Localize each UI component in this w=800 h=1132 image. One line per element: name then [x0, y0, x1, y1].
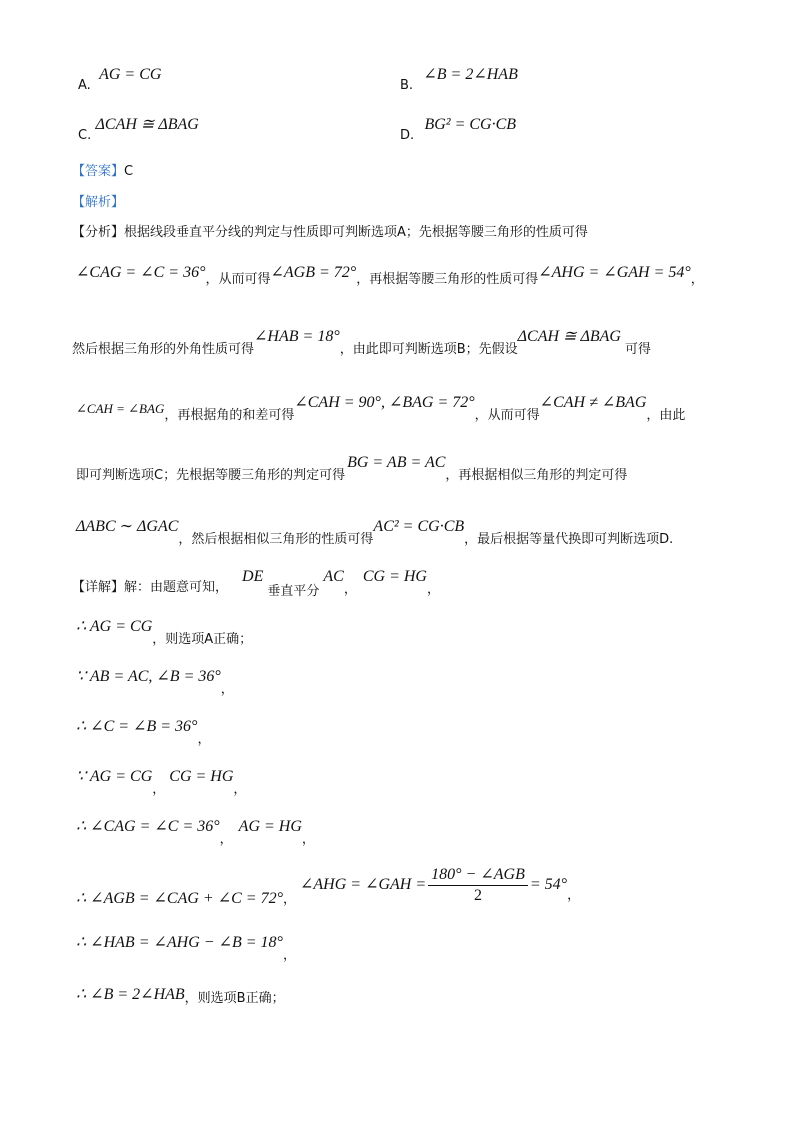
fenxi-text-5a: 即可判断选项C；先根据等腰三角形的判定可得 — [76, 468, 346, 483]
option-a-letter: A. — [78, 78, 91, 93]
fenxi-line-5 — [76, 454, 628, 483]
xiangjie-expr-cghg: CG = HG — [362, 568, 427, 585]
fenxi-expr-bg: BG = AB = AC — [347, 454, 446, 471]
xiangjie-expr-c-b: ∴ ∠C = ∠B = 36° — [76, 718, 198, 735]
fenxi-line-3 — [72, 328, 651, 357]
xiangjie-expr-hab-diff: ∴ ∠HAB = ∠AHG − ∠B = 18° — [76, 934, 283, 951]
xiangjie-line-6 — [76, 818, 315, 847]
xiangjie-expr-ac: AC — [323, 568, 344, 585]
xiangjie-text-4b: ， — [197, 732, 211, 747]
fenxi-text-2f: ， — [690, 272, 704, 287]
xiangjie-expr-54: = 54° — [529, 876, 568, 893]
option-c-letter: C. — [78, 128, 92, 143]
option-a-expr: AG = CG — [99, 66, 162, 83]
xiangjie-expr-cag-c: ∴ ∠CAG = ∠C = 36° — [76, 818, 220, 835]
fenxi-expr-hab: ∠HAB = 18° — [254, 328, 340, 345]
xiangjie-text-6b: ， — [219, 832, 233, 847]
fenxi-text-2b: ，从而可得 — [205, 272, 271, 287]
analysis-label: 【解析】 — [72, 195, 125, 210]
option-d-expr: BG² = CG·CB — [424, 116, 517, 133]
option-d-letter: D. — [400, 128, 415, 143]
fenxi-text-5c: ，再根据相似三角形的判定可得 — [445, 468, 628, 483]
option-d — [400, 116, 517, 143]
xiangjie-line-5 — [76, 768, 247, 797]
fenxi-expr-cag: ∠CAG = ∠C = 36° — [76, 264, 206, 281]
fenxi-text-3e: 可得 — [624, 342, 651, 357]
fenxi-text-1: 根据线段垂直平分线的判定与性质即可判断选项A；先根据等腰三角形的性质可得 — [124, 225, 588, 240]
fenxi-text-6d: ，最后根据等量代换即可判断选项D. — [464, 532, 674, 547]
fenxi-expr-agb: ∠AGB = 72° — [270, 264, 357, 281]
xiangjie-expr-cghg-2: CG = HG — [169, 768, 234, 785]
xiangjie-line-2 — [76, 618, 253, 647]
fenxi-expr-similar: ΔABC ∼ ΔGAC — [76, 518, 179, 535]
fenxi-expr-congruent: ΔCAH ≅ ΔBAG — [517, 328, 621, 345]
fenxi-expr-cah-bag: ∠CAH = ∠BAG — [76, 401, 165, 416]
option-c — [78, 116, 199, 143]
xiangjie-text-1g: ， — [426, 582, 440, 597]
fenxi-line-1 — [72, 224, 588, 242]
xiangjie-expr-ab-ac: ∵ AB = AC, ∠B = 36° — [76, 668, 221, 685]
fenxi-line-6 — [76, 518, 674, 547]
fenxi-text-2d: ，再根据等腰三角形的性质可得 — [356, 272, 539, 287]
fenxi-line-4 — [76, 394, 686, 423]
xiangjie-text-6d: ， — [301, 832, 315, 847]
xiangjie-text-7e: ， — [567, 888, 581, 903]
xiangjie-line-8 — [76, 934, 296, 963]
fenxi-text-4b: ，再根据角的和差可得 — [164, 408, 295, 423]
option-b-expr: ∠B = 2∠HAB — [423, 66, 518, 83]
xiangjie-line-7 — [76, 866, 581, 909]
xiangjie-line-4 — [76, 718, 211, 747]
xiangjie-text-9b: ，则选项B正确； — [184, 991, 285, 1006]
option-b — [400, 66, 518, 93]
fenxi-text-4f: ，由此 — [646, 408, 686, 423]
fenxi-expr-angles: ∠CAH = 90°, ∠BAG = 72° — [294, 394, 475, 411]
xiangjie-text-8b: ， — [282, 948, 296, 963]
xiangjie-text-3b: ， — [220, 682, 234, 697]
fenxi-text-4d: ，从而可得 — [474, 408, 540, 423]
xiangjie-expr-de: DE — [242, 568, 264, 585]
option-c-expr: ΔCAH ≅ ΔBAG — [95, 116, 199, 133]
xiangjie-expr-agcg: ∴ AG = CG — [76, 618, 153, 635]
xiangjie-text-5d: ， — [233, 782, 247, 797]
fenxi-line-2 — [76, 264, 704, 287]
xiangjie-text-5b: ， — [152, 782, 166, 797]
answer-value: C — [124, 164, 134, 179]
xiangjie-expr-agcg-2: ∵ AG = CG — [76, 768, 153, 785]
fenxi-label: 【分析】 — [72, 225, 125, 240]
xiangjie-text-1a: 解：由题意可知， — [124, 580, 229, 595]
fraction-denominator: 2 — [474, 887, 482, 904]
xiangjie-text-7b: ， — [282, 892, 296, 907]
fenxi-expr-ac2: AC² = CG·CB — [373, 518, 465, 535]
fraction-numerator: 180° − ∠AGB — [428, 866, 528, 886]
xiangjie-expr-ahg-gah: ∠AHG = ∠GAH = — [299, 876, 427, 893]
xiangjie-expr-b-2hab: ∴ ∠B = 2∠HAB — [76, 986, 185, 1003]
xiangjie-expr-agb-sum: ∴ ∠AGB = ∠CAG + ∠C = 72° — [76, 890, 283, 907]
fenxi-expr-neq: ∠CAH ≠ ∠BAG — [539, 394, 647, 411]
xiangjie-text-1e: ， — [343, 582, 357, 597]
fenxi-text-3a: 然后根据三角形的外角性质可得 — [72, 342, 255, 357]
xiangjie-line-3 — [76, 668, 234, 697]
xiangjie-text-1c: 垂直平分 — [267, 584, 320, 599]
fenxi-text-3c: ，由此即可判断选项B；先假设 — [339, 342, 518, 357]
option-a — [78, 66, 162, 93]
xiangjie-fraction — [428, 866, 528, 905]
xiangjie-line-9 — [76, 986, 285, 1005]
answer-line — [72, 163, 133, 181]
xiangjie-line-1 — [72, 568, 440, 599]
option-b-letter: B. — [400, 78, 414, 93]
fenxi-text-6b: ，然后根据相似三角形的性质可得 — [178, 532, 374, 547]
xiangjie-label: 【详解】 — [72, 580, 125, 595]
xiangjie-text-2b: ，则选项A正确； — [152, 632, 253, 647]
fenxi-expr-ahg: ∠AHG = ∠GAH = 54° — [538, 264, 691, 281]
answer-label: 【答案】 — [72, 164, 125, 179]
xiangjie-expr-aghg: AG = HG — [238, 818, 302, 835]
